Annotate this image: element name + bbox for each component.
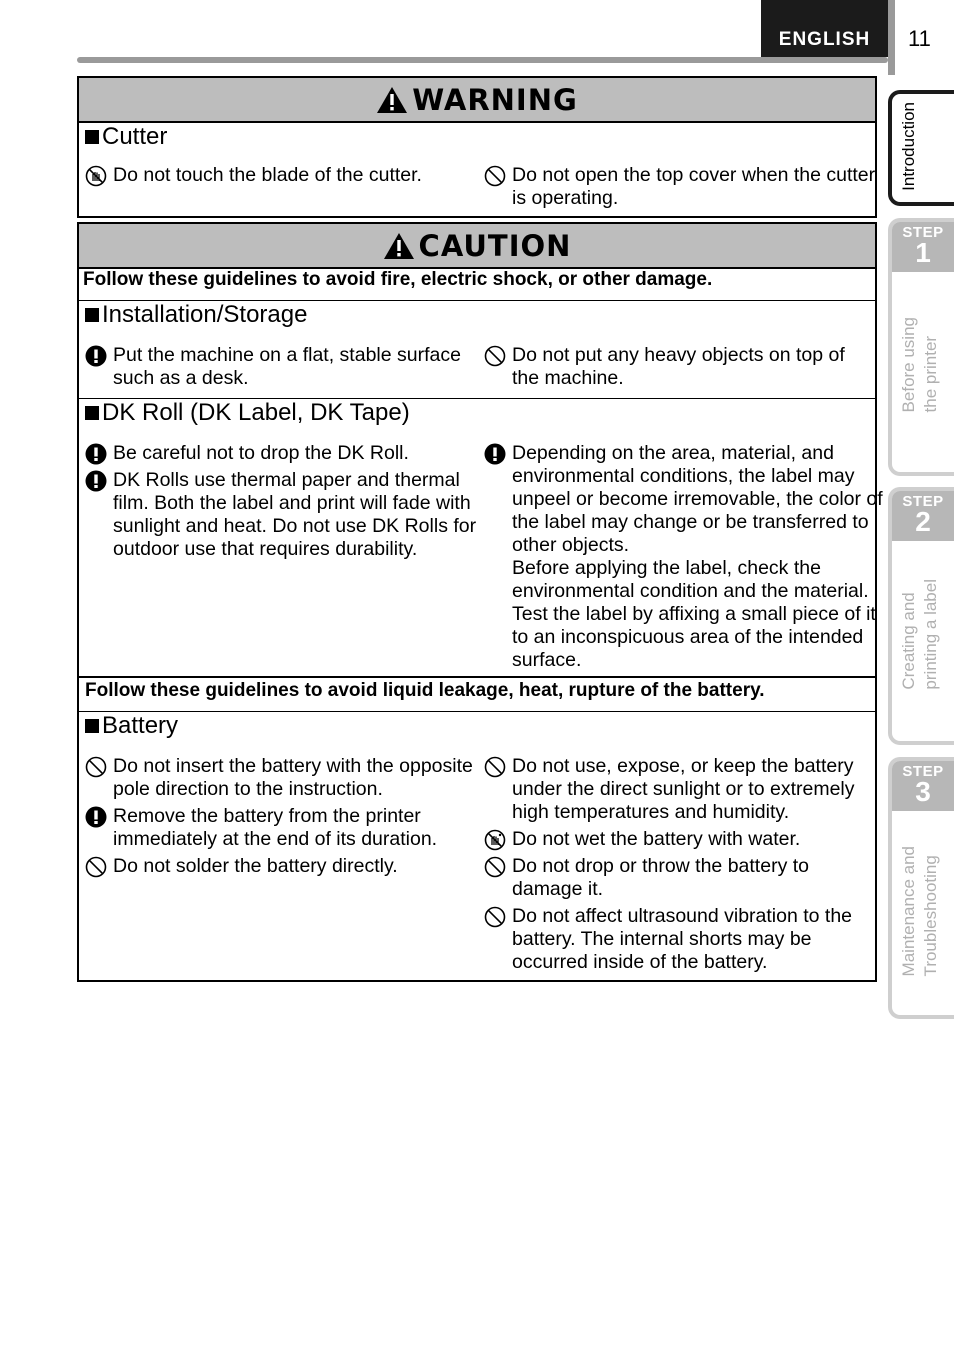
- warning-box: [77, 76, 877, 218]
- header-rule: [77, 57, 888, 63]
- step-label: STEP: [902, 763, 944, 780]
- caution-item: [484, 755, 884, 824]
- prohibited-icon: [85, 756, 107, 778]
- section-installation-title: Installation/Storage: [102, 301, 308, 328]
- prohibited-icon: [484, 756, 506, 778]
- prohibited-icon: [484, 345, 506, 367]
- no-touch-icon: [85, 165, 107, 187]
- step-number: 2: [915, 506, 931, 537]
- tab-label-line: Troubleshooting: [921, 855, 940, 977]
- tab-label-line: Maintenance and: [899, 846, 918, 977]
- tab-step-1-label: [898, 317, 942, 412]
- caution-item-text: Before applying the label, check the environmental condition and the material. Test the label by affixing a small piece of it to an inconspicuous area of the intended surface.: [512, 557, 876, 671]
- caution-box: [77, 222, 883, 982]
- caution-triangle-icon: [383, 232, 415, 260]
- no-wet-hands-icon: [484, 829, 506, 851]
- step-number: 1: [915, 237, 931, 268]
- caution-item: [85, 755, 488, 801]
- header-divider: [888, 0, 895, 75]
- warning-item: [484, 164, 877, 210]
- page-number: 11: [908, 26, 931, 51]
- step-label: STEP: [902, 224, 944, 241]
- caution-item: [85, 469, 483, 561]
- caution-item: [484, 855, 884, 901]
- prohibited-icon: [484, 856, 506, 878]
- caution-item-text: Do not use, expose, or keep the battery under the direct sunlight or to extremely high temperatures and humidity.: [512, 755, 855, 823]
- tab-step-2[interactable]: [888, 487, 954, 745]
- caution-item-text: Put the machine on a flat, stable surface such as a desk.: [113, 344, 461, 389]
- warning-triangle-icon: [376, 86, 408, 114]
- caution-item-text: Do not solder the battery directly.: [113, 855, 398, 877]
- caution-item-text: Be careful not to drop the DK Roll.: [113, 442, 409, 464]
- bullet-square-icon: [85, 130, 99, 144]
- caution-item-text: Do not wet the battery with water.: [512, 828, 801, 850]
- warning-title: WARNING: [412, 82, 578, 117]
- tab-introduction[interactable]: [888, 90, 954, 206]
- mandatory-icon: [85, 345, 107, 367]
- caution-item-text: Do not put any heavy objects on top of the machine.: [512, 344, 845, 389]
- mandatory-icon: [85, 443, 107, 465]
- caution-item: [85, 344, 483, 390]
- tab-label-line: Before using: [899, 317, 918, 413]
- guideline-battery: Follow these guidelines to avoid liquid leakage, heat, rupture of the battery.: [85, 680, 765, 701]
- caution-item: [484, 828, 884, 851]
- mandatory-icon: [85, 806, 107, 828]
- tab-step-2-label: [898, 579, 942, 690]
- bullet-square-icon: [85, 406, 99, 420]
- guideline-fire: Follow these guidelines to avoid fire, electric shock, or other damage.: [83, 269, 713, 290]
- prohibited-icon: [85, 856, 107, 878]
- step-2-header: [892, 491, 954, 541]
- warning-item-text: Do not touch the blade of the cutter.: [113, 164, 422, 186]
- caution-item: [85, 855, 483, 878]
- tab-label-line: printing a label: [921, 579, 940, 690]
- prohibited-icon: [484, 165, 506, 187]
- caution-item-text: Do not affect ultrasound vibration to the battery. The internal shorts may be occurred inside of the battery.: [512, 905, 853, 973]
- caution-item-text: Do not insert the battery with the opposite pole direction to the instruction.: [113, 755, 473, 800]
- tab-step-3[interactable]: [888, 757, 954, 1019]
- caution-item-text: Remove the battery from the printer immediately at the end of its duration.: [113, 805, 438, 850]
- section-cutter-title: Cutter: [102, 123, 168, 150]
- mandatory-icon: [85, 470, 107, 492]
- bullet-square-icon: [85, 719, 99, 733]
- caution-item-text: Do not drop or throw the battery to damage it.: [512, 855, 809, 900]
- caution-item: [484, 344, 877, 390]
- warning-item: [85, 164, 483, 187]
- language-label: ENGLISH: [778, 29, 871, 50]
- tab-introduction-label: Introduction: [899, 102, 918, 191]
- section-installation: [85, 301, 307, 329]
- warning-banner: [79, 78, 875, 123]
- step-1-header: [892, 222, 954, 272]
- section-dk-roll: [85, 399, 410, 427]
- section-battery: [85, 712, 178, 740]
- step-3-header: [892, 761, 954, 811]
- section-battery-title: Battery: [102, 712, 179, 739]
- warning-item-text: Do not open the top cover when the cutter is operating.: [512, 164, 876, 209]
- tab-step-1[interactable]: [888, 218, 954, 476]
- divider: [79, 676, 875, 678]
- prohibited-icon: [484, 906, 506, 928]
- divider: [79, 711, 875, 712]
- tab-label-line: the printer: [921, 335, 940, 413]
- step-number: 3: [915, 776, 931, 807]
- caution-item: [484, 442, 884, 672]
- caution-item: [85, 442, 483, 465]
- caution-item-text: Depending on the area, material, and environmental conditions, the label may unpeel or become irremovable, the color of the label may change or be transferred to other objects.: [512, 442, 883, 556]
- mandatory-icon: [484, 443, 506, 465]
- section-dk-roll-title: DK Roll (DK Label, DK Tape): [102, 399, 410, 426]
- tab-step-3-label: [898, 846, 942, 976]
- section-cutter: [85, 123, 167, 151]
- caution-item-text: DK Rolls use thermal paper and thermal film. Both the label and print will fade with sunlight and heat. Do not use DK Rolls for outdoor use that requires durability.: [113, 469, 477, 560]
- caution-banner: [79, 224, 875, 269]
- bullet-square-icon: [85, 308, 99, 322]
- caution-title: CAUTION: [418, 228, 572, 263]
- step-label: STEP: [902, 493, 944, 510]
- tab-label-line: Creating and: [899, 592, 918, 690]
- caution-item: [484, 905, 884, 974]
- language-tab: [761, 0, 888, 57]
- caution-item: [85, 805, 483, 851]
